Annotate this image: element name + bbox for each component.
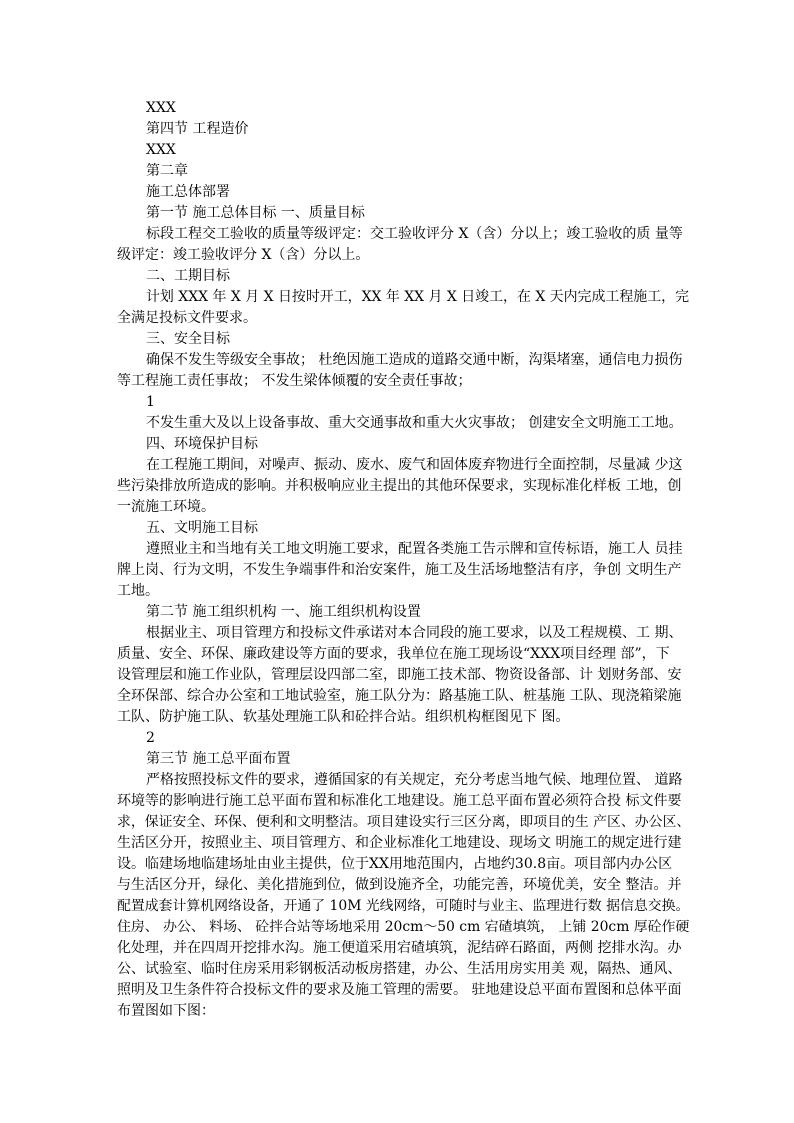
chapter-heading: 第二章 xyxy=(146,163,188,179)
paragraph-line: 标段工程交工验收的质量等级评定：交工验收评分 X（含）分以上；竣工验收的质 量等 xyxy=(146,226,683,242)
paragraph-line: 设。临建场地临建场址由业主提供，位于XX用地范围内，占地约30.8亩。项目部内办公区 xyxy=(117,856,673,872)
paragraph-line: 全环保部、综合办公室和工地试验室，施工队分为：路基施工队、桩基施 工队、现浇箱梁施 xyxy=(117,688,682,704)
page-number: 1 xyxy=(146,394,155,410)
paragraph-line: 公、试验室、临时住房采用彩钢板活动板房搭建，办公、生活用房实用美 观，隔热、通风、 xyxy=(117,961,682,977)
section-heading: 第三节 施工总平面布置 xyxy=(146,751,291,767)
paragraph-line: 设管理层和施工作业队，管理层设四部二室，即施工技术部、物资设备部、计 划财务部、安 xyxy=(117,667,682,683)
paragraph-line: 确保不发生等级安全事故； 杜绝因施工造成的道路交通中断，沟渠堵塞，通信电力损伤 xyxy=(146,352,683,368)
paragraph-line: 全满足投标文件要求。 xyxy=(117,310,257,326)
subsection-heading: 三、安全目标 xyxy=(146,331,230,347)
section-heading: 第一节 施工总体目标 一、质量目标 xyxy=(146,205,365,221)
paragraph-line: 计划 XXX 年 X 月 X 日按时开工，XX 年 XX 月 X 日竣工，在 X 天内完成工程施工，完 xyxy=(146,289,690,305)
paragraph-line: 质量、安全、环保、廉政建设等方面的要求，我单位在施工现场设“XXX项目经理 部”，下 xyxy=(117,646,670,662)
subsection-heading: 二、工期目标 xyxy=(146,268,230,284)
paragraph-line: 不发生重大及以上设备事故、重大交通事故和重大火灾事故； 创建安全文明施工工地。 xyxy=(146,415,683,431)
page-number: 2 xyxy=(146,730,155,746)
paragraph-line: 一流施工环境。 xyxy=(117,499,215,515)
paragraph-line: 照明及卫生条件符合投标文件的要求及施工管理的需要。 驻地建设总平面布置图和总体平面 xyxy=(117,982,682,998)
paragraph-line: 级评定：竣工验收评分 X（含）分以上。 xyxy=(117,247,370,263)
paragraph-line: 工队、防护施工队、软基处理施工队和砼拌合站。组织机构框图见下 图。 xyxy=(117,709,570,725)
paragraph-line: 住房、 办公、 料场、 砼拌合站等场地采用 20cm～50 cm 宕碴填筑， 上铺 20cm 厚砼作硬 xyxy=(117,919,690,935)
paragraph-line: 根据业主、项目管理方和投标文件承诺对本合同段的施工要求，以及工程规模、工 期、 xyxy=(146,625,683,641)
paragraph-line: 严格按照投标文件的要求，遵循国家的有关规定，充分考虑当地气候、地理位置、 道路 xyxy=(146,772,683,788)
subsection-heading: 四、环境保护目标 xyxy=(146,436,258,452)
heading-xxx: XXX xyxy=(146,100,176,116)
section-heading: 第四节 工程造价 xyxy=(146,121,249,137)
paragraph-line: 等工程施工责任事故； 不发生梁体倾覆的安全责任事故； xyxy=(117,373,472,389)
paragraph-line: 求，保证安全、环保、便利和文明整洁。项目建设实行三区分离，即项目的生 产区、办公区、 xyxy=(117,814,691,830)
paragraph-line: 些污染排放所造成的影响。并积极响应业主提出的其他环保要求，实现标准化样板 工地，创 xyxy=(117,478,682,494)
chapter-title: 施工总体部署 xyxy=(146,184,230,200)
paragraph-line: 遵照业主和当地有关工地文明施工要求，配置各类施工告示牌和宣传标语，施工人 员挂 xyxy=(146,541,683,557)
paragraph-line: 布置图如下图： xyxy=(117,1003,215,1019)
paragraph-line: 与生活区分开，绿化、美化措施到位，做到设施齐全，功能完善，环境优美，安全 整洁。并 xyxy=(117,877,682,893)
paragraph-line: 配置成套计算机网络设备，开通了 10M 光线网络，可随时与业主、监理进行数 据信息交换。 xyxy=(117,898,690,914)
subsection-heading: 五、文明施工目标 xyxy=(146,520,258,536)
paragraph-line: 牌上岗、行为文明，不发生争端事件和治安案件，施工及生活场地整洁有序，争创 文明生产 xyxy=(117,562,682,578)
paragraph-line: 在工程施工期间，对噪声、振动、废水、废气和固体废弃物进行全面控制，尽量减 少这 xyxy=(146,457,683,473)
paragraph-line: 工地。 xyxy=(117,583,159,599)
section-heading: 第二节 施工组织机构 一、施工组织机构设置 xyxy=(146,604,421,620)
paragraph-line: 环境等的影响进行施工总平面布置和标准化工地建设。施工总平面布置必须符合投 标文件要 xyxy=(117,793,682,809)
paragraph-line: 化处理，并在四周开挖排水沟。施工便道采用宕碴填筑，泥结碎石路面，两侧 挖排水沟。办 xyxy=(117,940,682,956)
heading-xxx: XXX xyxy=(146,142,176,158)
paragraph-line: 生活区分开，按照业主、项目管理方、和企业标准化工地建设、现场文 明施工的规定进行建 xyxy=(117,835,682,851)
